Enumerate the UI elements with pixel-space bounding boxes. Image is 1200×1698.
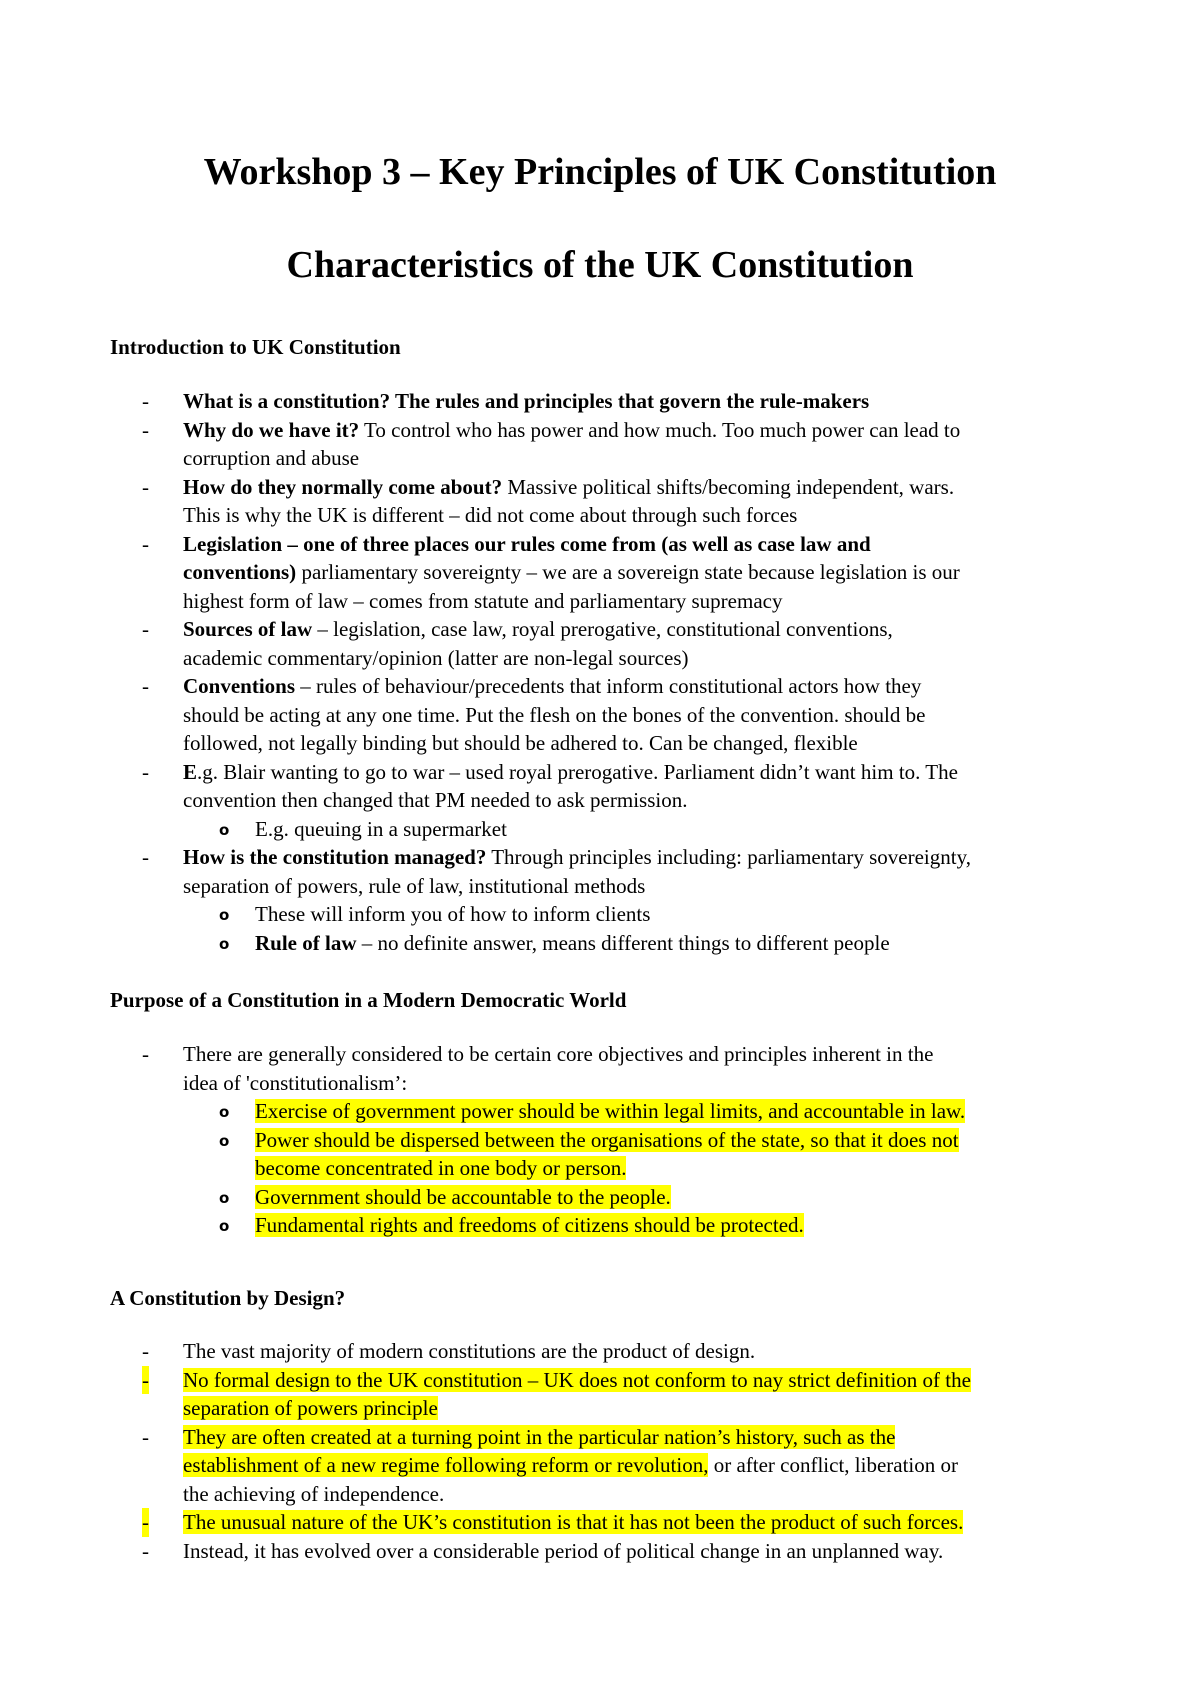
line-text: [183, 760, 958, 784]
text-run: convention then changed that PM needed to ask permission.: [183, 788, 688, 812]
dash-marker: -: [142, 1508, 149, 1537]
line-text: [183, 1482, 444, 1506]
line-text: [183, 674, 921, 698]
line-text: [183, 617, 893, 641]
list-line: [110, 473, 1120, 502]
bold-term: Legislation – one of three places our rules come from (as well as case law and: [183, 531, 871, 556]
line-text: [183, 703, 925, 727]
list-line: [110, 900, 1120, 929]
list-line: [110, 786, 1120, 815]
highlighted-text: [183, 1368, 971, 1392]
bold-term: Conventions: [183, 674, 296, 698]
line-text: [183, 845, 971, 869]
line-text: [183, 1339, 755, 1363]
sub-bullet-marker: o: [219, 1188, 230, 1207]
highlighted-text: [255, 1099, 965, 1123]
text-run: The unusual nature of the UK’s constitution is that it has not been the product of such forces.: [183, 1510, 964, 1534]
line-text: [255, 817, 507, 841]
line-text: [183, 1539, 943, 1563]
highlighted-text: [183, 1510, 963, 1534]
section-list-purpose: [110, 1040, 1120, 1240]
sub-bullet-marker: o: [219, 1217, 230, 1235]
list-line: [110, 843, 1120, 872]
list-line: [110, 1366, 1120, 1395]
line-text: [183, 731, 858, 755]
highlighted-text: [183, 1425, 895, 1449]
bold-term: E: [183, 759, 198, 784]
list-line: [110, 558, 1120, 587]
text-run: separation of powers, rule of law, institutional methods: [183, 873, 646, 898]
list-line: [110, 672, 1120, 701]
text-run: highest form of law – comes from statute and parliamentary supremacy: [183, 588, 783, 613]
line-text: [183, 503, 797, 527]
list-line: [110, 758, 1120, 787]
text-run: This is why the UK is different – did not come about through such forces: [183, 503, 798, 527]
highlighted-text: [255, 1213, 804, 1237]
list-line: [110, 1423, 1120, 1452]
dash-marker: -: [142, 1339, 149, 1363]
section-list-intro: [110, 387, 1120, 957]
text-run: Instead, it has evolved over a considerable period of political change in an unplanned way.: [183, 1538, 944, 1563]
dash-marker: -: [142, 759, 149, 784]
bold-term: Sources of law: [183, 617, 313, 641]
line-text: [183, 475, 954, 499]
line-text: [183, 788, 687, 812]
list-line: [110, 387, 1120, 416]
section-heading-intro: Introduction to UK Constitution: [110, 335, 401, 359]
dash-marker: -: [142, 1424, 149, 1449]
text-run: idea of 'constitutionalism’:: [183, 1070, 408, 1095]
dash-marker: -: [142, 1538, 149, 1563]
text-run: Fundamental rights and freedoms of citizens should be protected.: [255, 1213, 804, 1237]
text-run: Power should be dispersed between the organisations of the state, so that it does not: [255, 1127, 959, 1152]
bold-term: How do they normally come about?: [183, 474, 503, 499]
dash-marker: -: [142, 474, 149, 499]
list-line: [110, 929, 1120, 958]
text-run: or after conflict, liberation or: [708, 1453, 959, 1477]
text-run: They are often created at a turning point in the particular nation’s history, such as the: [183, 1424, 896, 1449]
dash-marker: -: [142, 674, 149, 698]
bold-term: What is a constitution? The rules and principles that govern the rule-makers: [183, 389, 870, 413]
list-line: [110, 1480, 1120, 1509]
section-heading-design: A Constitution by Design?: [110, 1286, 346, 1310]
line-text: [183, 532, 871, 556]
line-text: [183, 446, 359, 470]
sub-bullet-marker: o: [219, 1131, 230, 1150]
highlighted-text: [183, 1396, 438, 1420]
dash-marker: -: [142, 1042, 149, 1066]
dash-marker: -: [142, 845, 149, 869]
section-list-design: [110, 1337, 1120, 1565]
highlighted-text: [183, 1453, 708, 1477]
list-line: [110, 1451, 1120, 1480]
list-line: [110, 1069, 1120, 1098]
document-subtitle: Characteristics of the UK Constitution: [286, 244, 914, 286]
list-line: [110, 644, 1120, 673]
text-run: – rules of behaviour/precedents that inform constitutional actors how they: [295, 674, 922, 698]
dash-marker: -: [142, 417, 149, 442]
sub-bullet-marker: o: [219, 934, 230, 953]
text-run: separation of powers principle: [183, 1396, 438, 1420]
bold-term: Why do we have it?: [183, 417, 360, 442]
list-line: [110, 701, 1120, 730]
list-line: [110, 1394, 1120, 1423]
list-line: [110, 1337, 1120, 1366]
line-text: [183, 1042, 933, 1066]
list-line: [110, 501, 1120, 530]
text-run: .g. Blair wanting to go to war – used royal prerogative. Parliament didn’t want him to. The: [197, 759, 958, 784]
section-heading-purpose: Purpose of a Constitution in a Modern Democratic World: [110, 988, 627, 1012]
line-text: [183, 560, 960, 584]
highlighted-text: [255, 1128, 959, 1152]
line-text: [183, 646, 689, 670]
list-line: [110, 587, 1120, 616]
text-run: To control who has power and how much. Too much power can lead to: [359, 417, 961, 442]
sub-bullet-marker: o: [219, 820, 230, 839]
document-title: Workshop 3 – Key Principles of UK Constitution: [203, 151, 997, 193]
text-run: – legislation, case law, royal prerogative, constitutional conventions,: [312, 617, 893, 641]
bold-term: conventions): [183, 560, 297, 584]
list-line: [110, 1154, 1120, 1183]
text-run: There are generally considered to be certain core objectives and principles inherent in the: [183, 1042, 934, 1066]
sub-bullet-marker: o: [219, 906, 230, 924]
text-run: E.g. queuing in a supermarket: [255, 816, 507, 841]
line-text: [183, 389, 869, 413]
dash-marker: -: [142, 617, 149, 641]
line-text: [183, 874, 645, 898]
list-line: [110, 1508, 1120, 1537]
list-line: [110, 1183, 1120, 1212]
highlighted-text: [255, 1185, 671, 1209]
text-run: Exercise of government power should be within legal limits, and accountable in law.: [255, 1099, 966, 1123]
list-line: [110, 729, 1120, 758]
text-run: parliamentary sovereignty – we are a sovereign state because legislation is our: [296, 560, 960, 584]
dash-marker: -: [142, 1366, 149, 1395]
dash-marker: -: [142, 531, 149, 556]
list-line: [110, 1126, 1120, 1155]
text-run: should be acting at any one time. Put the flesh on the bones of the convention. should be: [183, 702, 926, 727]
text-run: Government should be accountable to the people.: [255, 1184, 671, 1209]
line-text: [183, 1071, 407, 1095]
list-line: [110, 615, 1120, 644]
sub-bullet-marker: o: [219, 1103, 230, 1121]
text-run: Massive political shifts/becoming independent, wars.: [502, 474, 955, 499]
dash-marker: -: [142, 389, 149, 413]
line-text: [183, 418, 960, 442]
text-run: – no definite answer, means different things to different people: [356, 930, 890, 955]
text-run: followed, not legally binding but should be adhered to. Can be changed, flexible: [183, 731, 858, 755]
text-run: No formal design to the UK constitution – UK does not conform to nay strict definition of the: [183, 1367, 971, 1392]
text-run: corruption and abuse: [183, 446, 360, 470]
highlighted-text: [255, 1156, 626, 1180]
line-text: [255, 902, 650, 926]
list-line: [110, 1537, 1120, 1566]
text-run: establishment of a new regime following reform or revolution,: [183, 1453, 709, 1477]
list-line: [110, 1040, 1120, 1069]
list-line: [110, 416, 1120, 445]
list-line: [110, 815, 1120, 844]
text-run: These will inform you of how to inform clients: [255, 902, 651, 926]
list-line: [110, 872, 1120, 901]
text-run: The vast majority of modern constitutions are the product of design.: [183, 1339, 756, 1363]
text-run: the achieving of independence.: [183, 1481, 445, 1506]
text-run: academic commentary/opinion (latter are non-legal sources): [183, 645, 689, 670]
line-text: [255, 931, 890, 955]
bold-term: Rule of law: [255, 930, 357, 955]
list-line: [110, 1211, 1120, 1240]
text-run: Through principles including: parliamentary sovereignty,: [486, 845, 971, 869]
list-line: [110, 444, 1120, 473]
line-text: [183, 589, 782, 613]
text-run: become concentrated in one body or person.: [255, 1156, 627, 1180]
list-line: [110, 530, 1120, 559]
list-line: [110, 1097, 1120, 1126]
bold-term: How is the constitution managed?: [183, 845, 487, 869]
